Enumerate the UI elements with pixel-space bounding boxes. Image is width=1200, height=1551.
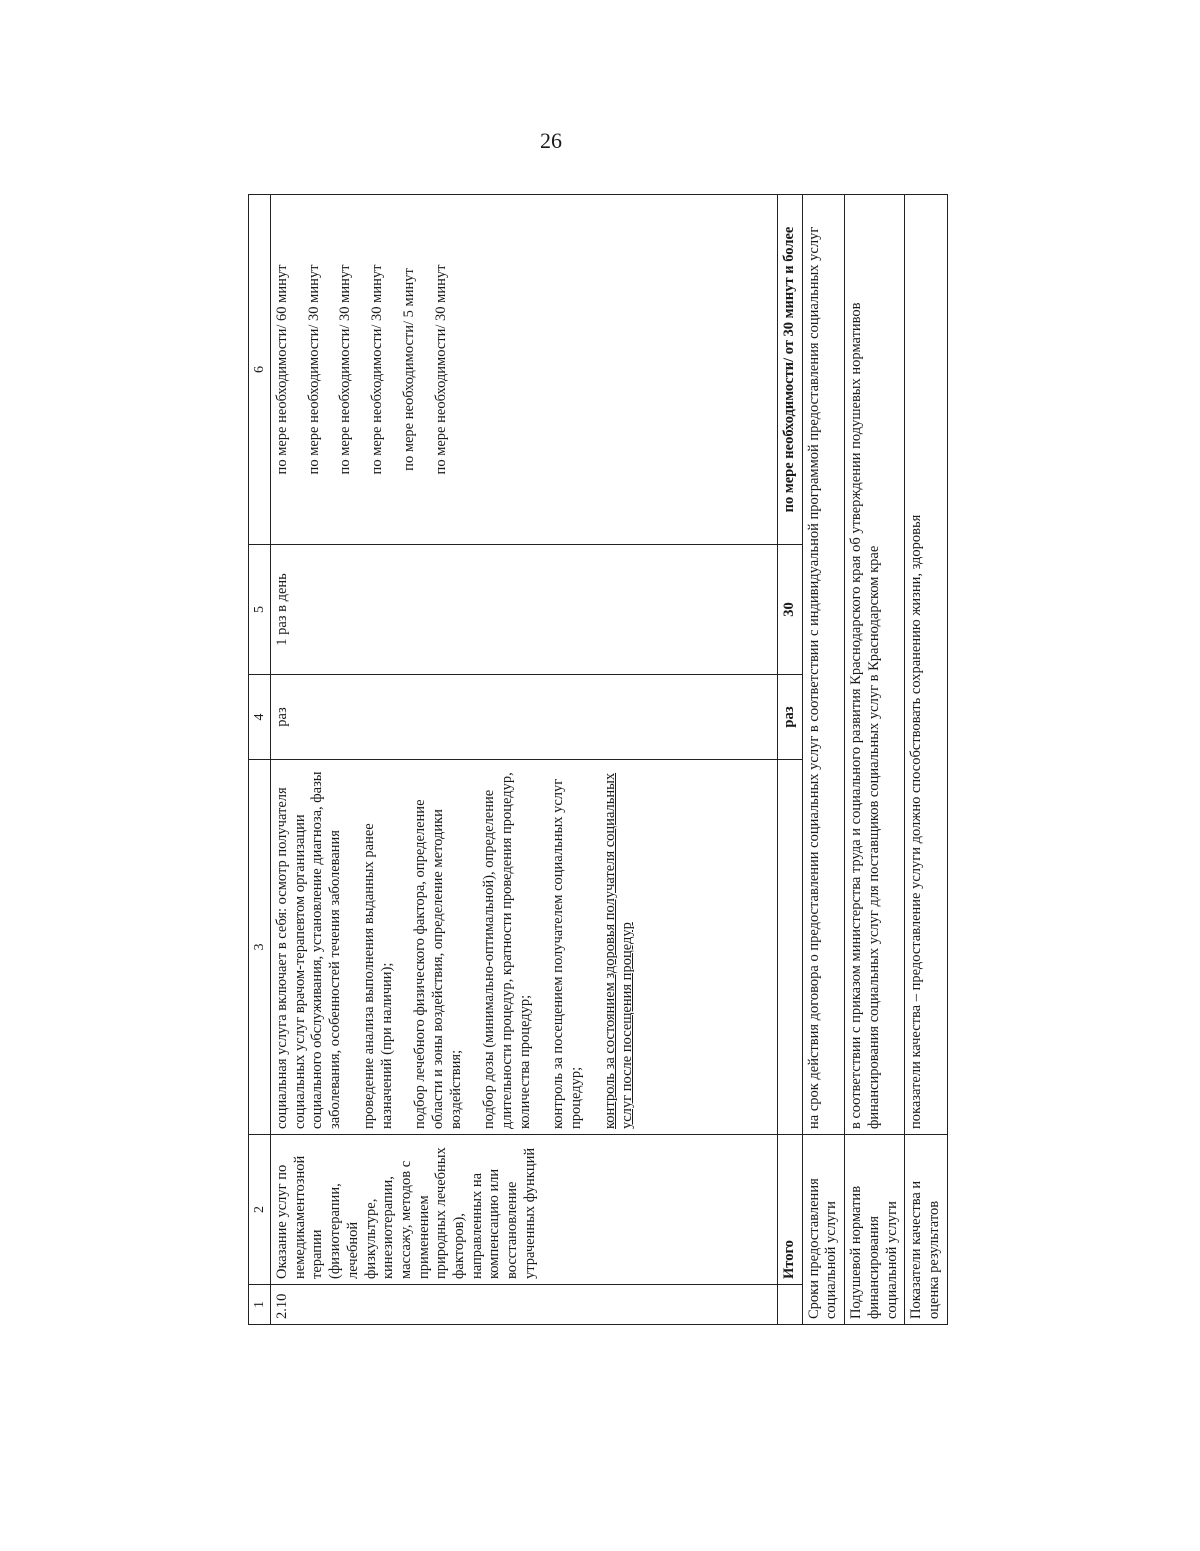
quality-row — [905, 195, 947, 1325]
total-unit: раз — [778, 675, 803, 760]
frequency-item: по мере необходимости/ 30 минут — [432, 264, 449, 475]
norm-row — [845, 195, 905, 1325]
empty-cell — [778, 1285, 803, 1325]
service-row-2-10 — [271, 195, 778, 1325]
total-frequency: по мере необходимости/ от 30 минут и более — [778, 195, 803, 545]
empty-cell — [778, 760, 803, 1135]
frequency-item: по мере необходимости/ 30 минут — [305, 264, 322, 475]
column-number: 1 — [249, 1285, 271, 1325]
services-table — [248, 194, 948, 1325]
column-numbers-row — [249, 195, 271, 1325]
norm-text: в соответствии с приказом министерства труда и социального развития Краснодарского края об утверждении подушевых нормативов финансирования социальных услуг для поставщиков социальных услуг в Краснодарском крае — [845, 195, 905, 1135]
total-label: Итого — [778, 1135, 803, 1285]
column-number: 4 — [249, 675, 271, 760]
norm-label: Подушевой норматив финансирования социальной услуги — [845, 1135, 905, 1325]
column-number: 3 — [249, 760, 271, 1135]
description-item: социальная услуга включает в себя: осмотр получателя социальных услуг врачом-терапевтом организации социального обслуживания, установление диагноза, фазы заболевания, особенностей течения заболевания — [274, 771, 344, 1129]
frequency-item: по мере необходимости/ 5 минут — [400, 268, 417, 471]
terms-row — [802, 195, 844, 1325]
rotated-table-wrapper — [248, 195, 948, 1325]
total-volume: 30 — [778, 545, 803, 675]
description-item: проведение анализа выполнения выданных ранее назначений (при наличии); — [360, 823, 395, 1129]
column-number: 2 — [249, 1135, 271, 1285]
description-item: контроль за посещением получателем социальных услуг процедур; — [550, 778, 585, 1129]
terms-text: на срок действия договора о предоставлении социальных услуг в соответствии с индивидуальной программой предоставления социальных услуг — [802, 195, 844, 1135]
row-code: 2.10 — [271, 1285, 778, 1325]
description-item: контроль за состоянием здоровья получателя социальных услуг после посещения процедур — [601, 772, 636, 1129]
service-description — [271, 760, 778, 1135]
terms-label: Сроки предоставления социальной услуги — [802, 1135, 844, 1325]
description-item: подбор дозы (минимально-оптимальной), определение длительности процедур, кратности проведения процедур, количества процедур; — [481, 772, 533, 1129]
service-frequency — [271, 195, 778, 545]
column-number: 6 — [249, 195, 271, 545]
total-row — [778, 195, 803, 1325]
page-number: 26 — [540, 128, 562, 153]
quality-text: показатели качества – предоставление услуги должно способствовать сохранению жизни, здоровья — [905, 195, 947, 1135]
description-item: подбор лечебного физического фактора, определение области и зоны воздействия, определение методики воздействия; — [412, 799, 464, 1129]
column-number: 5 — [249, 545, 271, 675]
frequency-item: по мере необходимости/ 30 минут — [337, 264, 354, 475]
service-name: Оказание услуг по немедикаментозной терапии (физиотерапии, лечебной физкультуре, кинезиотерапии, массажу, методов с применением природных лечебных факторов), направленных на компенсацию или восстановление утраченных функций — [271, 1135, 778, 1285]
service-unit: раз — [271, 675, 778, 760]
quality-label: Показатели качества и оценка результатов — [905, 1135, 947, 1325]
frequency-item: по мере необходимости/ 30 минут — [369, 264, 386, 475]
frequency-item: по мере необходимости/ 60 минут — [274, 264, 291, 475]
service-volume: 1 раз в день — [271, 545, 778, 675]
